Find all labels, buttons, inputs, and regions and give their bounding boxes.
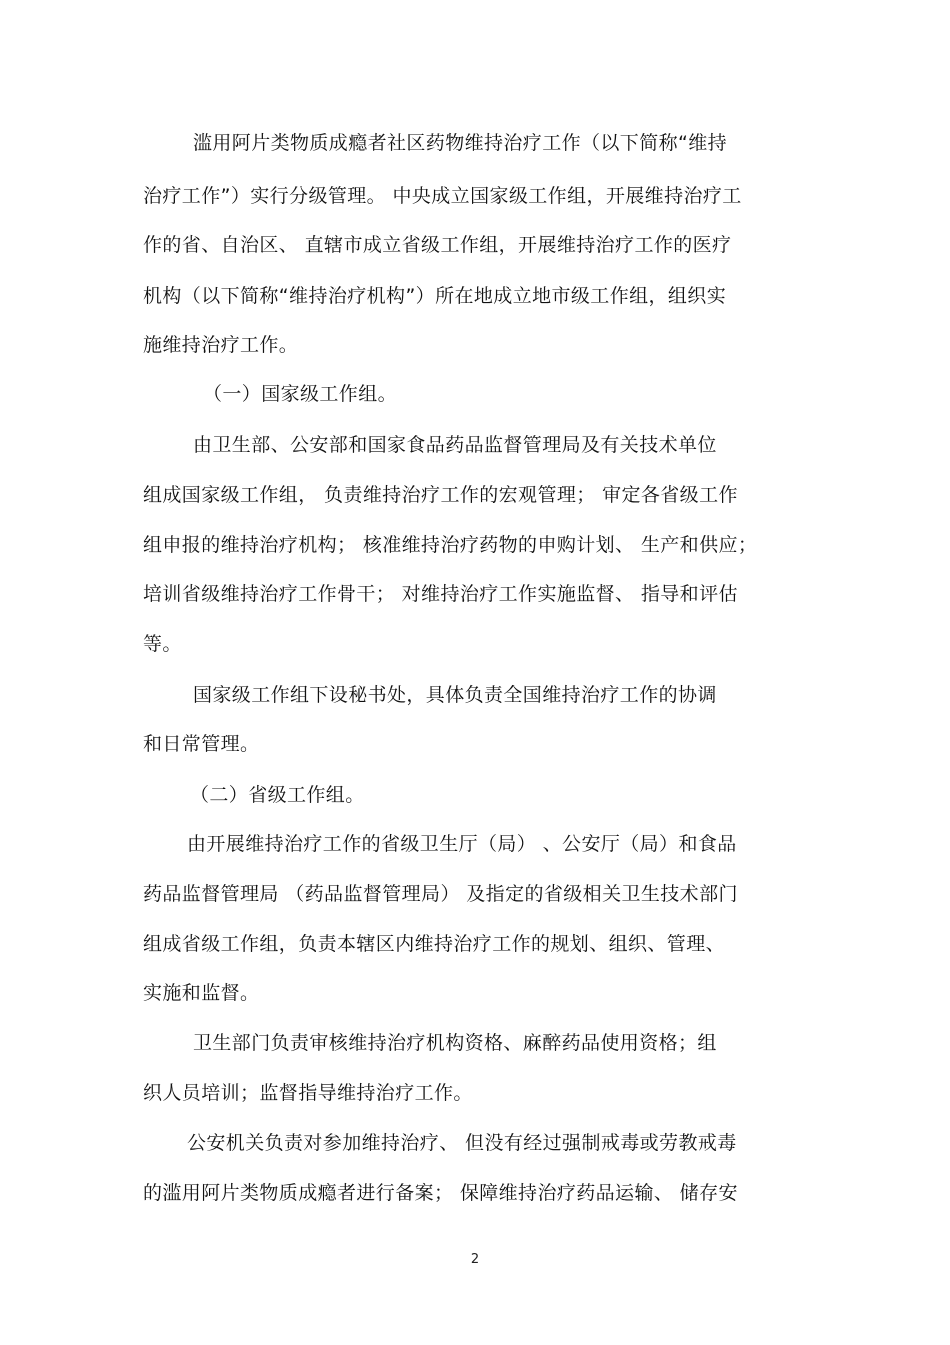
- text-line: 国家级工作组下设秘书处，具体负责全国维持治疗工作的协调: [193, 684, 717, 706]
- text-line: 滥用阿片类物质成瘾者社区药物维持治疗工作（以下简称“维持: [193, 132, 728, 154]
- text-line: 培训省级维持治疗工作骨干； 对维持治疗工作实施监督、 指导和评估: [143, 583, 738, 605]
- text-line: 作的省、自治区、 直辖市成立省级工作组，开展维持治疗工作的医疗: [143, 234, 732, 256]
- text-line: 机构（以下简称“维持治疗机构”）所在地成立地市级工作组，组织实: [143, 285, 727, 307]
- text-line: 实施和监督。: [143, 982, 260, 1004]
- text-line: 卫生部门负责审核维持治疗机构资格、麻醉药品使用资格；组: [193, 1032, 717, 1054]
- text-line: 由开展维持治疗工作的省级卫生厅（局） 、公安厅（局）和食品: [187, 833, 737, 855]
- text-line: 和日常管理。: [143, 733, 260, 755]
- text-line: 公安机关负责对参加维持治疗、 但没有经过强制戒毒或劳教戒毒: [187, 1132, 737, 1154]
- section-heading: （一）国家级工作组。: [203, 383, 398, 405]
- text-line: 由卫生部、公安部和国家食品药品监督管理局及有关技术单位: [193, 434, 717, 456]
- text-line: 组成国家级工作组， 负责维持治疗工作的宏观管理； 审定各省级工作: [143, 484, 738, 506]
- text-line: 织人员培训；监督指导维持治疗工作。: [143, 1082, 473, 1104]
- text-line: 组申报的维持治疗机构； 核准维持治疗药物的申购计划、 生产和供应；: [143, 534, 758, 556]
- text-line: 施维持治疗工作。: [143, 334, 299, 356]
- text-line: 治疗工作”）实行分级管理。 中央成立国家级工作组，开展维持治疗工: [143, 185, 742, 207]
- text-line: 组成省级工作组，负责本辖区内维持治疗工作的规划、组织、管理、: [143, 933, 726, 955]
- section-heading: （二）省级工作组。: [190, 784, 365, 806]
- page-number: 2: [470, 1252, 480, 1267]
- text-line: 药品监督管理局 （药品监督管理局） 及指定的省级相关卫生技术部门: [143, 883, 738, 905]
- text-line: 的滥用阿片类物质成瘾者进行备案； 保障维持治疗药品运输、 储存安: [143, 1182, 738, 1204]
- text-line: 等。: [143, 633, 182, 655]
